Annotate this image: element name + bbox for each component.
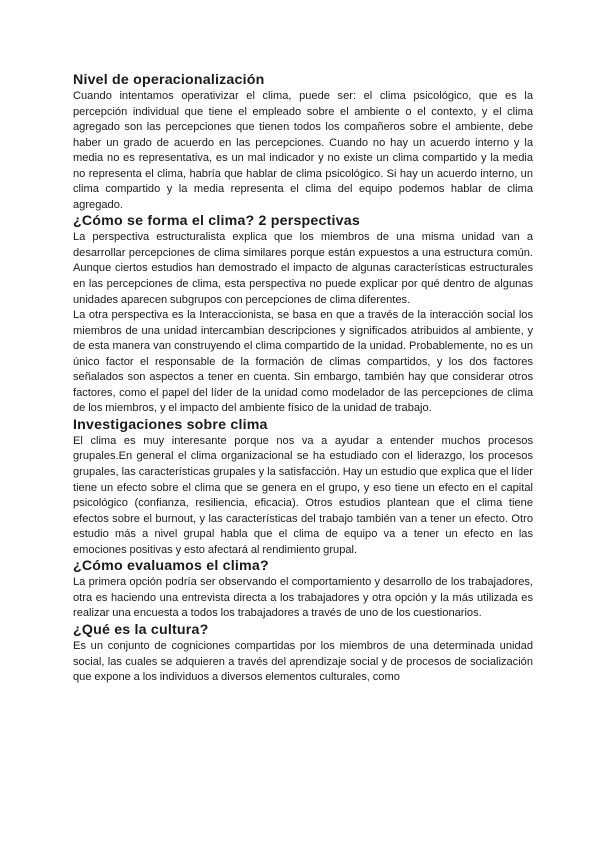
section-paragraph: La otra perspectiva es la Interaccionista, se basa en que a través de la interacción social los miembros de una unidad intercambian descripciones y significados atribuidos al ambiente, y de esta manera van construyendo el clima compartido de la unidad. Probablemente, no es un único factor el responsable de la formación de climas compartidos, y los dos factores señalados son aspectos a tener en cuenta. Sin embargo, también hay que considerar otros factores, como el papel del líder de la unidad como modelador de las percepciones de clima de los miembros, y el impacto del ambiente físico de la unidad de trabajo. bbox=[73, 309, 533, 415]
document-page bbox=[73, 72, 533, 686]
section-heading-investigaciones: Investigaciones sobre clima bbox=[73, 416, 268, 433]
section-paragraph: La perspectiva estructuralista explica que los miembros de una misma unidad van a desarrollar percepciones de clima similares porque están expuestos a una estructura común. Aunque ciertos estudios han demostrado el impacto de algunas características estructurales en las percepciones de clima, esta perspectiva no puede explicar por qué dentro de algunas unidades aparecen subgrupos con percepciones de clima diferentes. bbox=[73, 231, 533, 306]
section-heading-evaluacion: ¿Cómo evaluamos el clima? bbox=[73, 558, 269, 575]
section-paragraph: Es un conjunto de cogniciones compartidas por los miembros de una determinada unidad social, las cuales se adquieren a través del aprendizaje social y de procesos de socialización que expone a los individuos a diversos elementos culturales, como bbox=[73, 639, 533, 684]
section-heading-cultura: ¿Qué es la cultura? bbox=[73, 621, 209, 638]
section-heading-perspectivas: ¿Cómo se forma el clima? 2 perspectivas bbox=[73, 213, 360, 230]
section-paragraph: Cuando intentamos operativizar el clima, puede ser: el clima psicológico, que es la percepción individual que tiene el empleado sobre el ambiente o el contexto, y el clima agregado son las percepciones que tienen todos los compañeros sobre el ambiente, debe haber un grado de acuerdo en las percepciones. Cuando no hay un acuerdo interno y la media no es representativa, es un mal indicador y no existe un clima compartido y la media no representa el clima, habría que hablar de clima psicológico. Si hay un acuerdo interno, un clima compartido y la media representa el clima del equipo podemos hablar de clima agregado. bbox=[73, 90, 533, 211]
section-heading-operacionalizacion: Nivel de operacionalización bbox=[73, 72, 265, 88]
section-paragraph: La primera opción podría ser observando el comportamiento y desarrollo de los trabajadores, otra es haciendo una entrevista directa a los trabajadores y otra opción y la más utilizada es realizar una encuesta a todos los trabajadores a través de uno de los cuestionarios. bbox=[73, 576, 533, 620]
section-paragraph: El clima es muy interesante porque nos va a ayudar a entender muchos procesos grupales.En general el clima organizacional se ha estudiado con el liderazgo, los procesos grupales, las características grupales y la satisfacción. Hay un estudio que explica que el líder tiene un efecto sobre el clima que se genera en el grupo, y eso tiene un efecto en el capital psicológico (confianza, resiliencia, eficacia). Otros estudios plantean que el clima tiene efectos sobre el burnout, y las características del trabajo también van a tener un efecto. Otro estudio más a nivel grupal habla que el clima de equipo va a tener un efecto en las emociones positivas y esto afectará al rendimiento grupal. bbox=[73, 434, 533, 556]
